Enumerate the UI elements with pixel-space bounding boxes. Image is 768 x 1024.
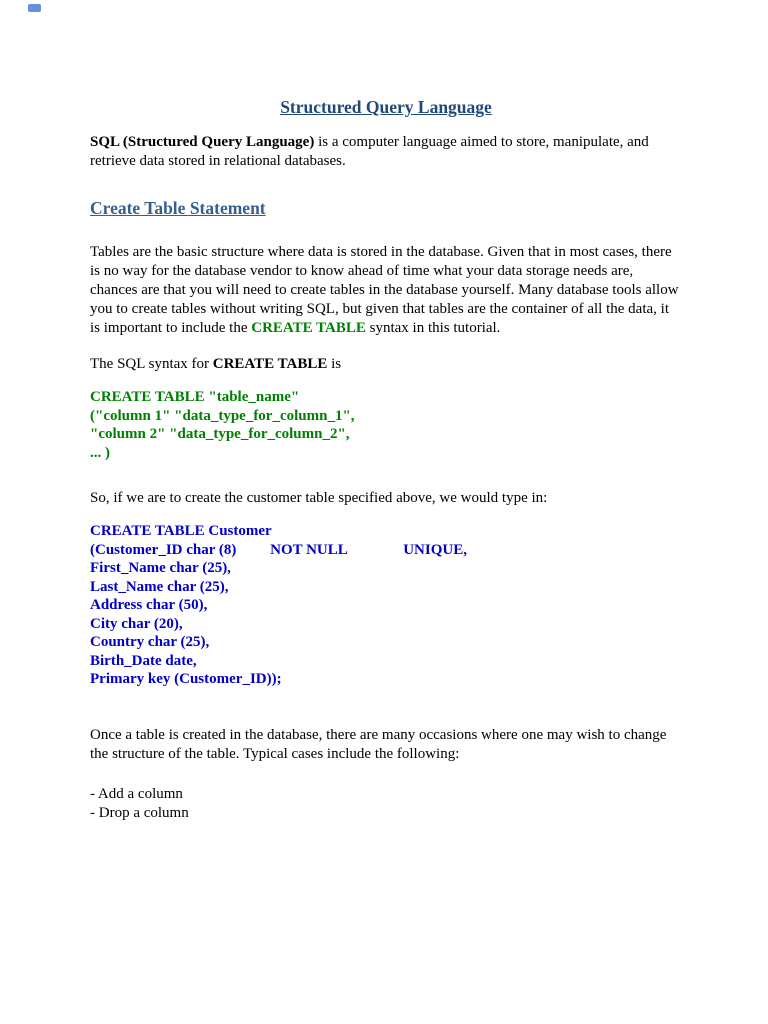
alter-paragraph-text: Once a table is created in the database, there are many occasions where one may wish to change the structure of the table. Typical cases include the following: [90,726,667,762]
syntax-intro-after: is [327,356,342,372]
list-item: - Drop a column [90,804,189,821]
section-heading-create-table: Create Table Statement [90,198,266,218]
create-table-keyword: CREATE TABLE [251,320,366,336]
alter-paragraph [90,726,682,764]
overview-text-after: syntax in this tutorial. [365,320,501,336]
intro-lead-rest: is a computer language aimed to store, manipulate, and retrieve data stored in relational databases. [90,134,649,169]
page-title: Structured Query Language [280,97,492,117]
code-line: Address char (50), [90,597,208,613]
code-line: Country char (25), [90,634,210,650]
code-line: CREATE TABLE "table_name" [90,389,300,405]
intro-paragraph [90,133,682,171]
code-line: Primary key (Customer_ID)); [90,671,282,687]
syntax-intro-line [90,355,682,374]
overview-paragraph [90,243,682,338]
alter-options-list [90,785,682,823]
code-line: (Customer_ID char (8) NOT NULL UNIQUE, [90,541,467,558]
code-line: CREATE TABLE Customer [90,523,272,539]
code-line: City char (20), [90,615,183,632]
syntax-code-block [90,388,682,462]
example-intro-line [90,489,682,508]
list-item: - Add a column [90,785,183,802]
example-intro-text: So, if we are to create the customer table specified above, we would type in: [90,490,548,506]
code-line: Last_Name char (25), [90,578,229,595]
syntax-intro-keyword: CREATE TABLE [212,356,328,372]
example-code-block [90,522,682,689]
corner-artifact [28,4,41,12]
intro-lead-bold: SQL (Structured Query Language) [90,134,315,150]
syntax-intro-before: The SQL syntax for [90,356,213,372]
code-line: "column 2" "data_type_for_column_2", [90,426,350,442]
overview-text-before: Tables are the basic structure where data is stored in the database. Given that in most cases, there is no way for the database vendor to know ahead of time what your data storage needs are, chances are that you will need to create tables in the database yourself. Many database tools allow you to create tables without writing SQL, but given that tables are the container of all the data, it is important to include the [90,244,679,336]
code-line: ("column 1" "data_type_for_column_1", [90,407,355,424]
code-line: First_Name char (25), [90,560,231,576]
code-line: Birth_Date date, [90,652,197,669]
code-line: ... ) [90,444,110,461]
